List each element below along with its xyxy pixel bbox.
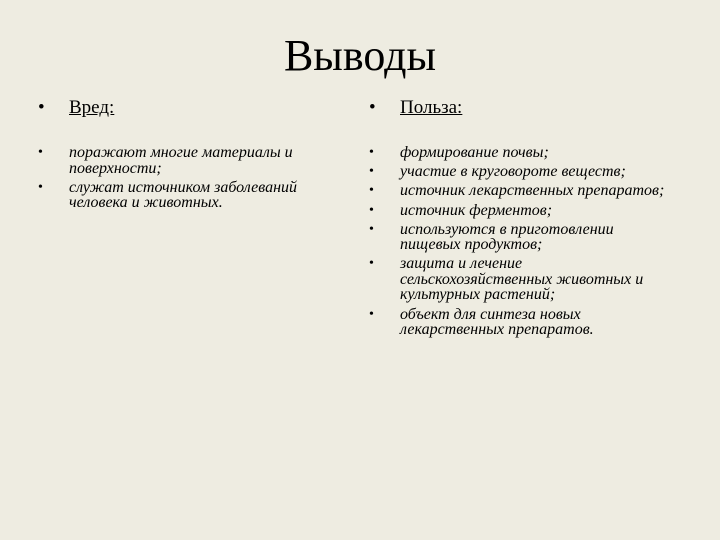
harm-heading (38, 96, 114, 120)
harm-heading-label: Вред: (69, 97, 115, 118)
list-item (369, 222, 669, 253)
list-item-text: защита и лечение сельскохозяйственных животных и культурных растений; (400, 255, 644, 304)
bullet: • (38, 145, 43, 160)
list-item (38, 145, 356, 176)
bullet: • (369, 145, 374, 160)
list-item (369, 203, 669, 219)
benefit-heading-label: Польза: (400, 97, 463, 118)
list-item (369, 164, 669, 180)
bullet: • (369, 183, 374, 199)
list-item-text: поражают многие материалы и поверхности; (69, 144, 293, 177)
bullet: • (369, 306, 374, 322)
bullet: • (38, 97, 45, 118)
bullet: • (369, 221, 374, 237)
bullet: • (38, 179, 43, 195)
list-item-text: источник ферментов; (400, 201, 553, 219)
list-item-text: служат источником заболеваний человека и животных. (69, 178, 298, 212)
list-item (369, 145, 669, 161)
list-item (369, 183, 669, 199)
list-item-text: используются в приготовлении пищевых продуктов; (400, 220, 614, 254)
list-item-text: формирование почвы; (400, 144, 549, 161)
list-item (369, 307, 669, 338)
harm-list (38, 145, 356, 214)
bullet: • (369, 202, 374, 218)
list-item-text: объект для синтеза новых лекарственных препаратов. (400, 305, 594, 339)
bullet: • (369, 97, 376, 118)
slide-title: Выводы (283, 31, 437, 80)
list-item (369, 256, 669, 303)
list-item (38, 180, 356, 211)
list-item-text: источник лекарственных препаратов; (400, 182, 665, 200)
bullet: • (369, 256, 374, 272)
list-item-text: участие в круговороте веществ; (400, 163, 626, 181)
benefit-list (369, 145, 669, 341)
benefit-heading (369, 96, 462, 120)
bullet: • (369, 164, 374, 180)
